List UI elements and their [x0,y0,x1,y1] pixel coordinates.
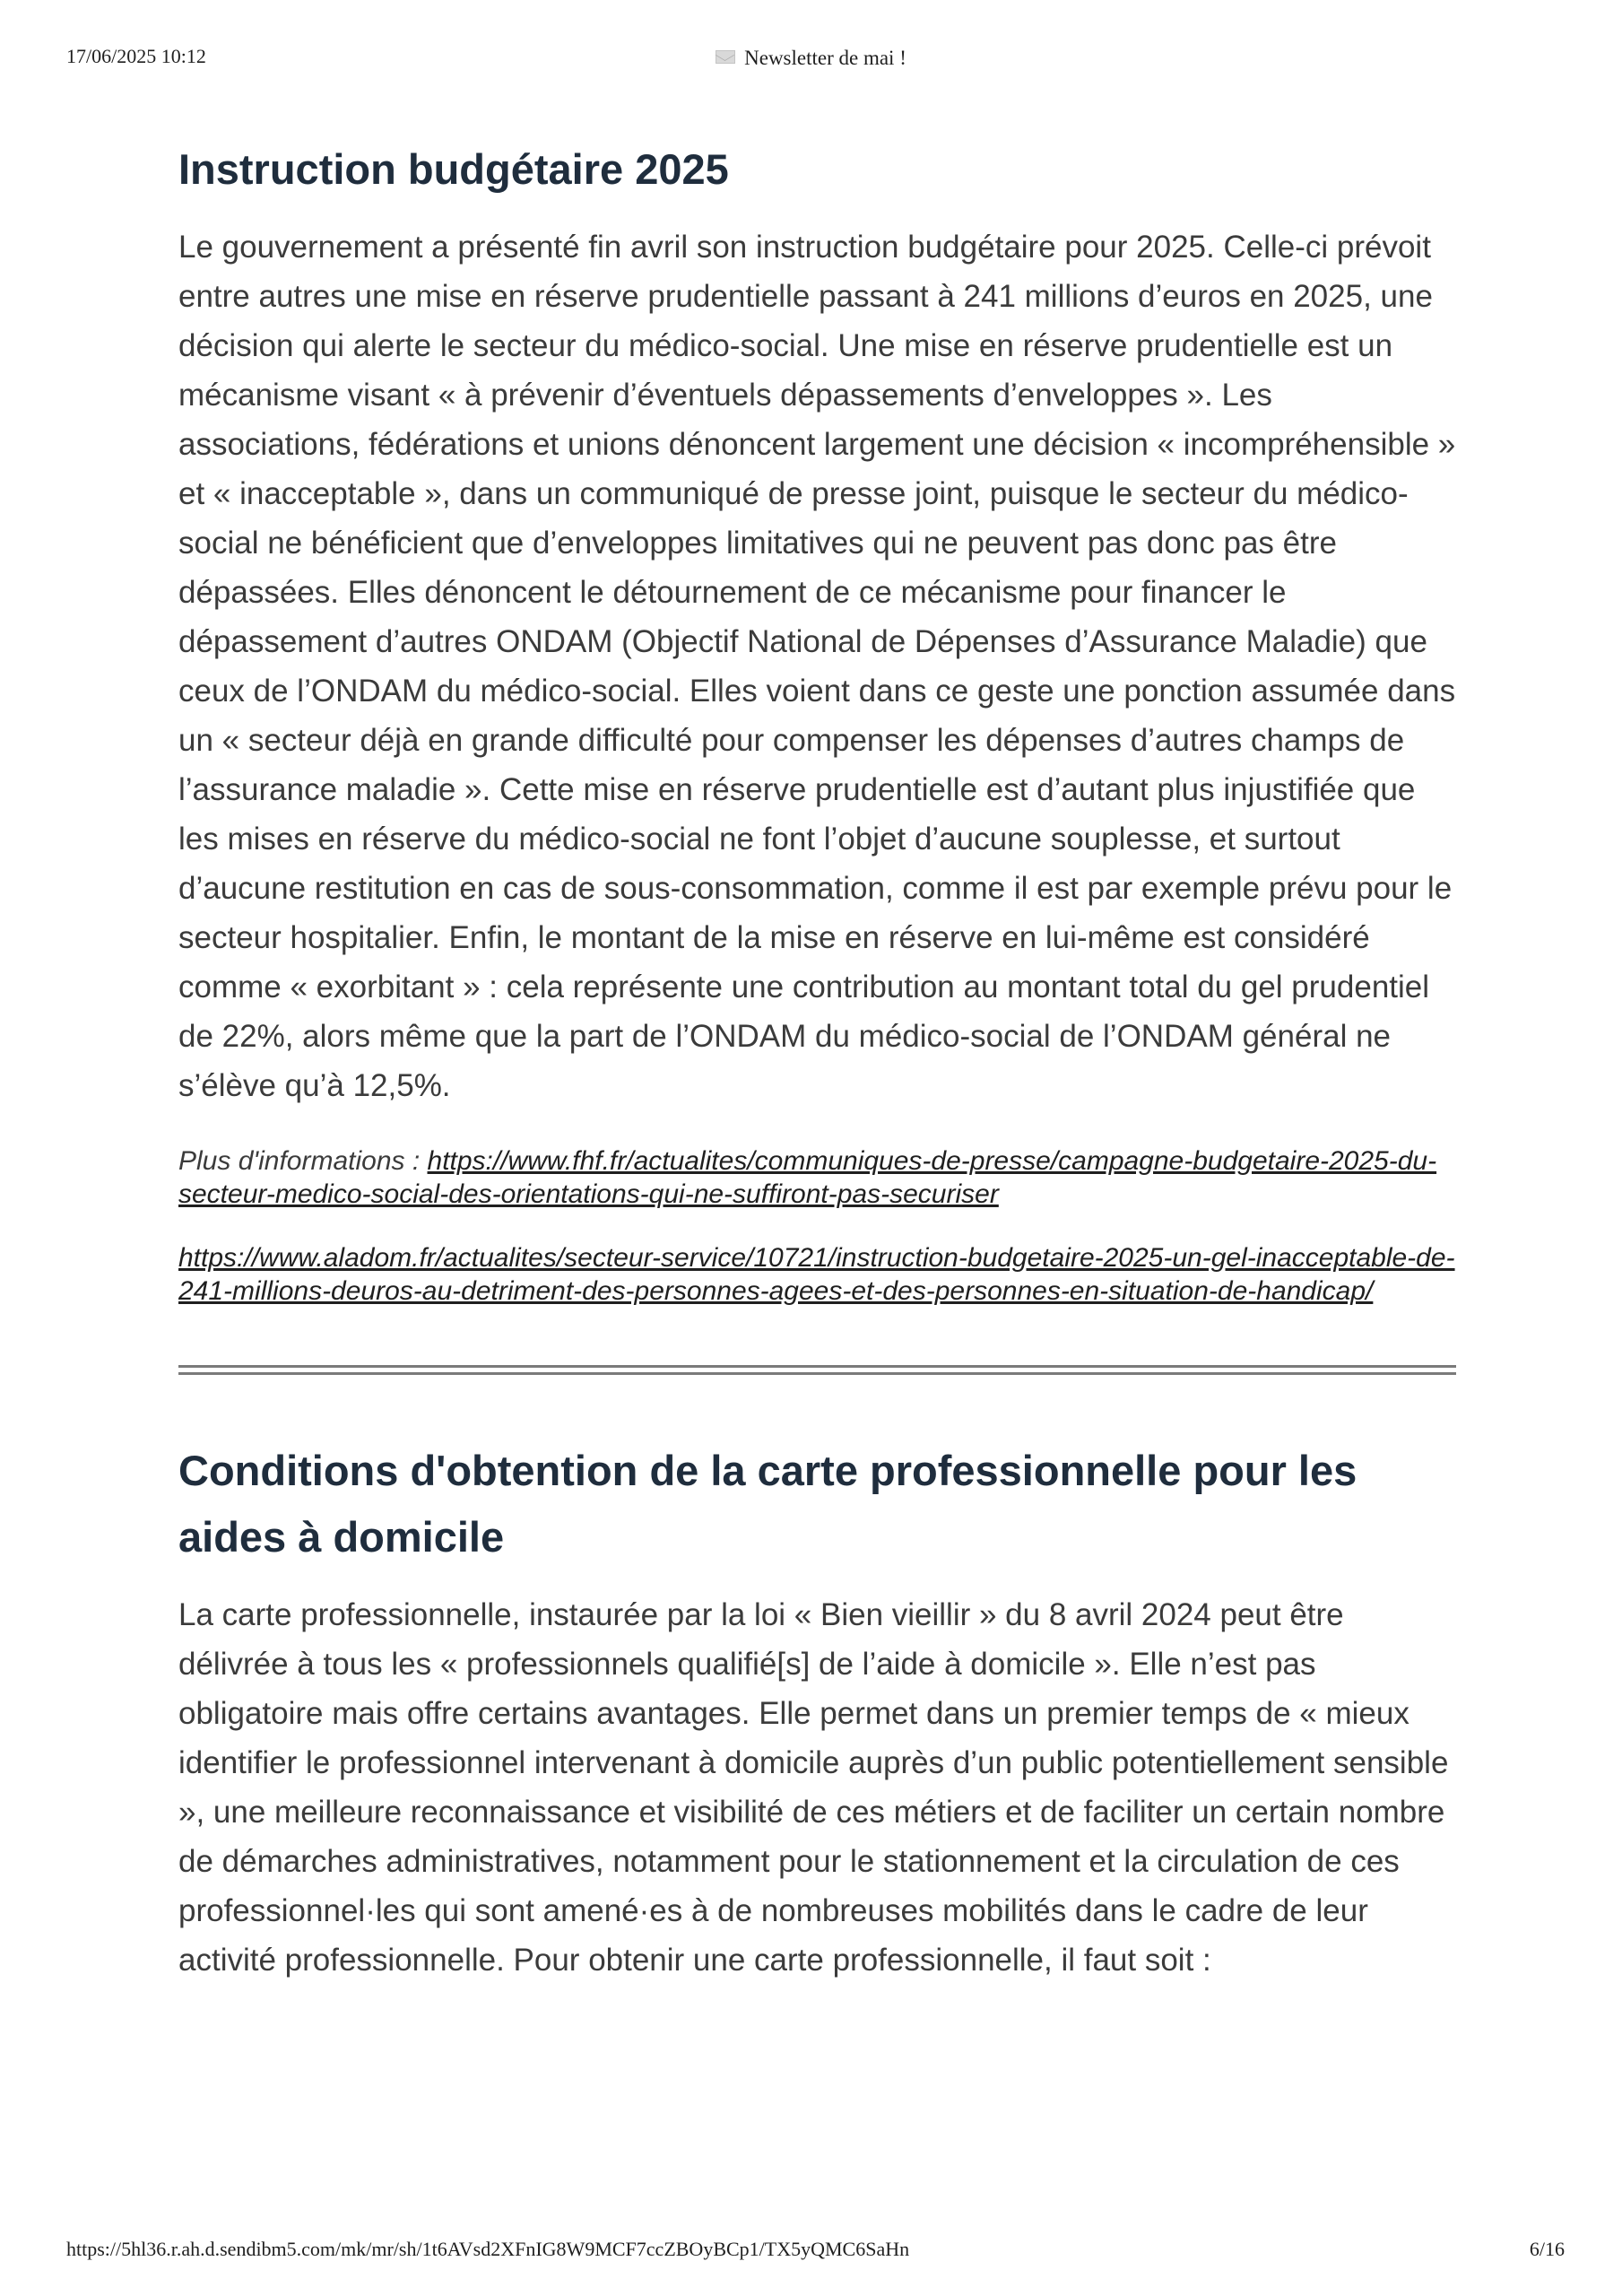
section-instruction-budgetaire [178,136,1456,1308]
section-carte-professionnelle [178,1438,1456,1985]
section-divider [178,1365,1456,1375]
section-heading: Conditions d'obtention de la carte professionnelle pour les aides à domicile [178,1447,1357,1561]
more-info-label: Plus d'informations : [178,1146,428,1176]
print-datetime: 17/06/2025 10:12 [66,45,206,67]
section-paragraph: Le gouvernement a présenté fin avril son instruction budgétaire pour 2025. Celle-ci prévoit entre autres une mise en réserve prudentielle passant à 241 millions d’euros en 2025, une décision qui alerte le secteur du médico-social. Une mise en réserve prudentielle est un mécanisme visant « à prévenir d’éventuels dépassements d’enveloppes ». Les associations, fédérations et unions dénoncent largement une décision « incompréhensible » et « inacceptable », dans un communiqué de presse joint, puisque le secteur du médico-social ne bénéficient que d’enveloppes limitatives qui ne peuvent pas donc pas être dépassées. Elles dénoncent le détournement de ce mécanisme pour financer le dépassement d’autres ONDAM (Objectif National de Dépenses d’Assurance Maladie) que ceux de l’ONDAM du médico-social. Elles voient dans ce geste une ponction assumée dans un « secteur déjà en grande difficulté pour compenser les dépenses d’autres champs de l’assurance maladie ». Cette mise en réserve prudentielle est d’autant plus injustifiée que les mises en réserve du médico-social ne font l’objet d’aucune souplesse, et surtout d’aucune restitution en cas de sous-consommation, comme il est par exemple prévu pour le secteur hospitalier. Enfin, le montant de la mise en réserve en lui-même est considéré comme « exorbitant » : cela représente une contribution au montant total du gel prudentiel de 22%, alors même que la part de l’ONDAM du médico-social de l’ONDAM général ne s’élève qu’à 12,5%. [178,230,1456,1103]
fhf-link[interactable]: https://www.fhf.fr/actualites/communiques-de-presse/campagne-budgetaire-2025-du-secteur-medico-social-des-orientations-qui-ne-suffiront-pas-securiser [178,1146,1437,1209]
aladom-link[interactable]: https://www.aladom.fr/actualites/secteur-service/10721/instruction-budgetaire-2025-un-gel-inacceptable-de-241-millions-deuros-au-detriment-des-personnes-agees-et-des-personnes-en-situation-de-handicap/ [178,1243,1455,1306]
more-info [178,1144,1456,1211]
print-url: https://5hl36.r.ah.d.sendibm5.com/mk/mr/sh/1t6AVsd2XFnIG8W9MCF7ccZBOyBCp1/TX5yQMC6SaHn [66,2238,910,2260]
envelope-icon [716,50,735,64]
section-paragraph: La carte professionnelle, instaurée par la loi « Bien vieillir » du 8 avril 2024 peut être délivrée à tous les « professionnels qualifié[s] de l’aide à domicile ». Elle n’est pas obligatoire mais offre certains avantages. Elle permet dans un premier temps de « mieux identifier le professionnel intervenant à domicile auprès d’un public potentiellement sensible », une meilleure reconnaissance et visibilité de ces métiers et de faciliter un certain nombre de démarches administratives, notamment pour le stationnement et la circulation de ces professionnel·les qui sont amené·es à de nombreuses mobilités dans le cadre de leur activité professionnelle. Pour obtenir une carte professionnelle, il faut soit : [178,1597,1449,1978]
print-title-text: Newsletter de mai ! [744,47,906,69]
aladom-link-paragraph [178,1241,1456,1308]
section-heading: Instruction budgétaire 2025 [178,145,729,193]
print-page-title [0,47,1622,70]
print-page-number: 6/16 [1529,2238,1565,2260]
newsletter-content [178,126,1456,1985]
